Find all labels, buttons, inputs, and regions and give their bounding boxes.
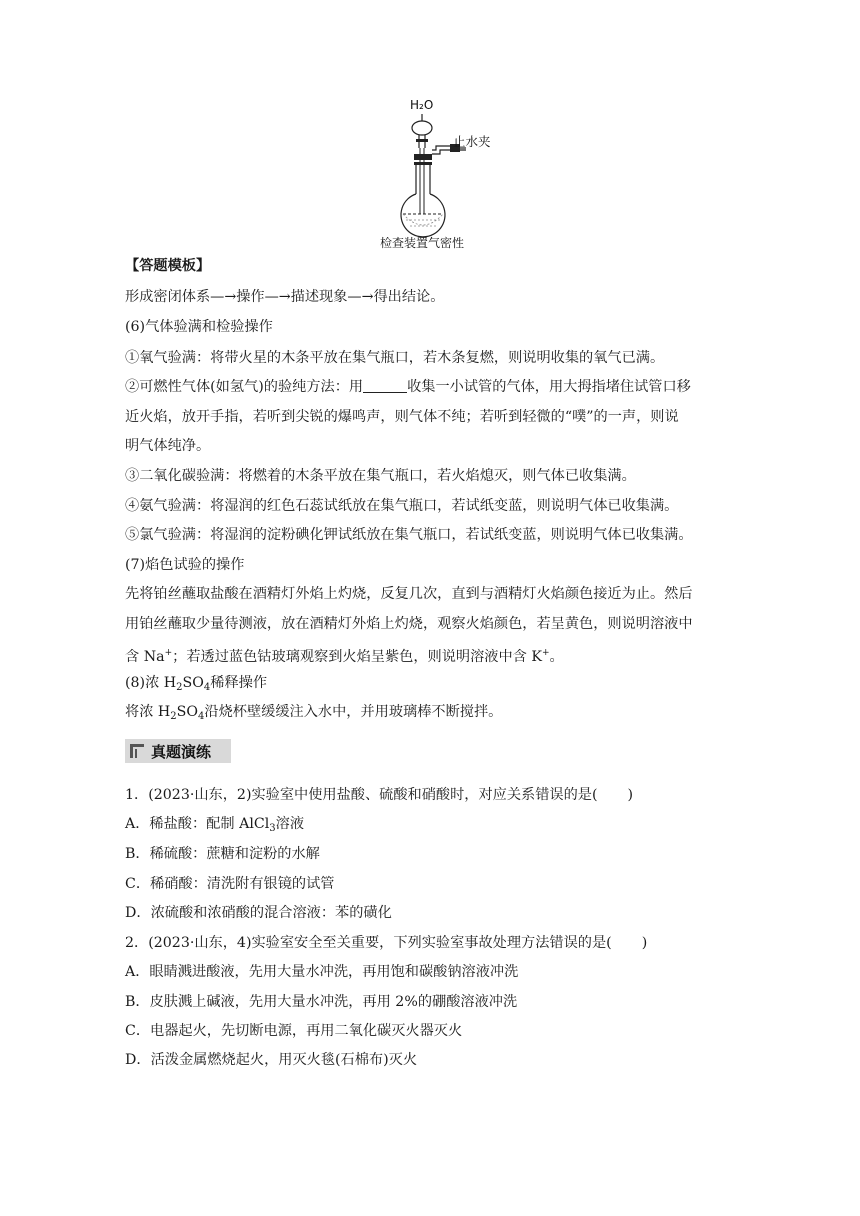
sec8-title (125, 673, 267, 698)
sec7-line3-a: 含 Na (125, 649, 165, 665)
sec6-item2-line3: 明气体纯净。 (125, 438, 211, 454)
q2-close-paren: ) (641, 935, 648, 951)
section-corner-icon (130, 744, 144, 758)
sec6-item2-part-a: ②可燃性气体(如氢气)的验纯方法：用 (125, 379, 364, 395)
q2-stem-text: 2．(2023·山东，4)实验室安全至关重要，下列实验室事故处理方法错误的是( (125, 935, 612, 951)
sec7-line3-b: ；若透过蓝色钴玻璃观察到火焰呈紫色，则说明溶液中含 K (172, 649, 542, 665)
sec7-line2: 用铂丝蘸取少量待测液，放在酒精灯外焰上灼烧，观察火焰颜色，若呈黄色，则说明溶液中 (125, 616, 693, 632)
sec7-line1: 先将铂丝蘸取盐酸在酒精灯外焰上灼烧，反复几次，直到与酒精灯火焰颜色接近为止。然后 (125, 586, 693, 602)
template-heading: 【答题模板】 (125, 258, 211, 274)
q1-option-d: D．浓硫酸和浓硝酸的混合溶液：苯的磺化 (125, 905, 392, 921)
sec8-title-b: SO (182, 675, 204, 691)
q1-option-a-tail: 溶液 (275, 816, 305, 832)
sec6-item2-line2: 近火焰，放开手指，若听到尖锐的爆鸣声，则气体不纯；若听到轻微的“噗”的一声，则说 (125, 409, 679, 425)
answer-blank (363, 377, 407, 393)
section-header (125, 739, 231, 763)
template-text: 形成密闭体系—→操作—→描述现象—→得出结论。 (125, 289, 445, 305)
q2-option-c: C．电器起火，先切断电源，再用二氧化碳灭火器灭火 (125, 1023, 463, 1039)
sec7-title: (7)焰色试验的操作 (125, 557, 245, 573)
q1-option-b: B．稀硫酸：蔗糖和淀粉的水解 (125, 846, 320, 862)
q2-option-b: B．皮肤溅上碱液，先用大量水冲洗，再用 2%的硼酸溶液冲洗 (125, 994, 518, 1010)
apparatus-figure (370, 96, 490, 252)
section-title: 真题演练 (151, 742, 212, 761)
q2-option-a: A．眼睛溅进酸液，先用大量水冲洗，再用饱和碳酸钠溶液冲洗 (125, 964, 519, 980)
q2-stem (125, 933, 647, 953)
sec7-line3 (125, 643, 564, 667)
sec8-line1-c: 沿烧杯壁缓缓注入水中，并用玻璃棒不断搅拌。 (204, 704, 503, 720)
airtightness-apparatus-drawing (370, 96, 490, 252)
sec8-line1-sub1: 2 (170, 711, 177, 722)
sec7-line3-c: 。 (549, 649, 564, 665)
sec8-title-sub1: 2 (176, 682, 183, 693)
q1-close-paren: ) (627, 787, 634, 803)
sec8-line1-a: 将浓 H (125, 704, 171, 720)
sec8-line1 (125, 702, 502, 727)
sec6-item1: ①氧气验满：将带火星的木条平放在集气瓶口，若木条复燃，则说明收集的氧气已满。 (125, 350, 665, 366)
na-charge: + (164, 648, 173, 658)
sec6-item4: ④氨气验满：将湿润的红色石蕊试纸放在集气瓶口，若试纸变蓝，则说明气体已收集满。 (125, 498, 679, 514)
q1-option-a-sub: 3 (269, 823, 276, 834)
q2-option-d: D．活泼金属燃烧起火，用灭火毯(石棉布)灭火 (125, 1052, 418, 1068)
q1-stem (125, 785, 633, 805)
clamp-label: 止水夹 (453, 134, 491, 149)
sec8-line1-b: SO (176, 704, 198, 720)
q1-option-a (125, 814, 304, 839)
sec6-title: (6)气体验满和检验操作 (125, 319, 273, 335)
sec6-item2-line1 (125, 377, 691, 397)
h2o-label: H₂O (410, 98, 434, 112)
sec8-line1-sub2: 4 (198, 711, 205, 722)
k-charge: + (541, 648, 550, 658)
sec8-title-c: 稀释操作 (210, 675, 268, 691)
q1-stem-text: 1．(2023·山东，2)实验室中使用盐酸、硫酸和硝酸时，对应关系错误的是( (125, 787, 598, 803)
sec6-item3: ③二氧化碳验满：将燃着的木条平放在集气瓶口，若火焰熄灭，则气体已收集满。 (125, 468, 636, 484)
q1-option-a-text: A．稀盐酸：配制 AlCl (125, 816, 270, 832)
sec8-title-sub2: 4 (203, 682, 211, 693)
sec8-title-a: (8)浓 H (125, 675, 177, 691)
sec6-item5: ⑤氯气验满：将湿润的淀粉碘化钾试纸放在集气瓶口，若试纸变蓝，则说明气体已收集满。 (125, 527, 693, 543)
q1-option-c: C．稀硝酸：清洗附有银镜的试管 (125, 876, 335, 892)
sec6-item2-part-b: 收集一小试管的气体，用大拇指堵住试管口移 (407, 379, 691, 395)
figure-caption: 检查装置气密性 (380, 236, 465, 250)
